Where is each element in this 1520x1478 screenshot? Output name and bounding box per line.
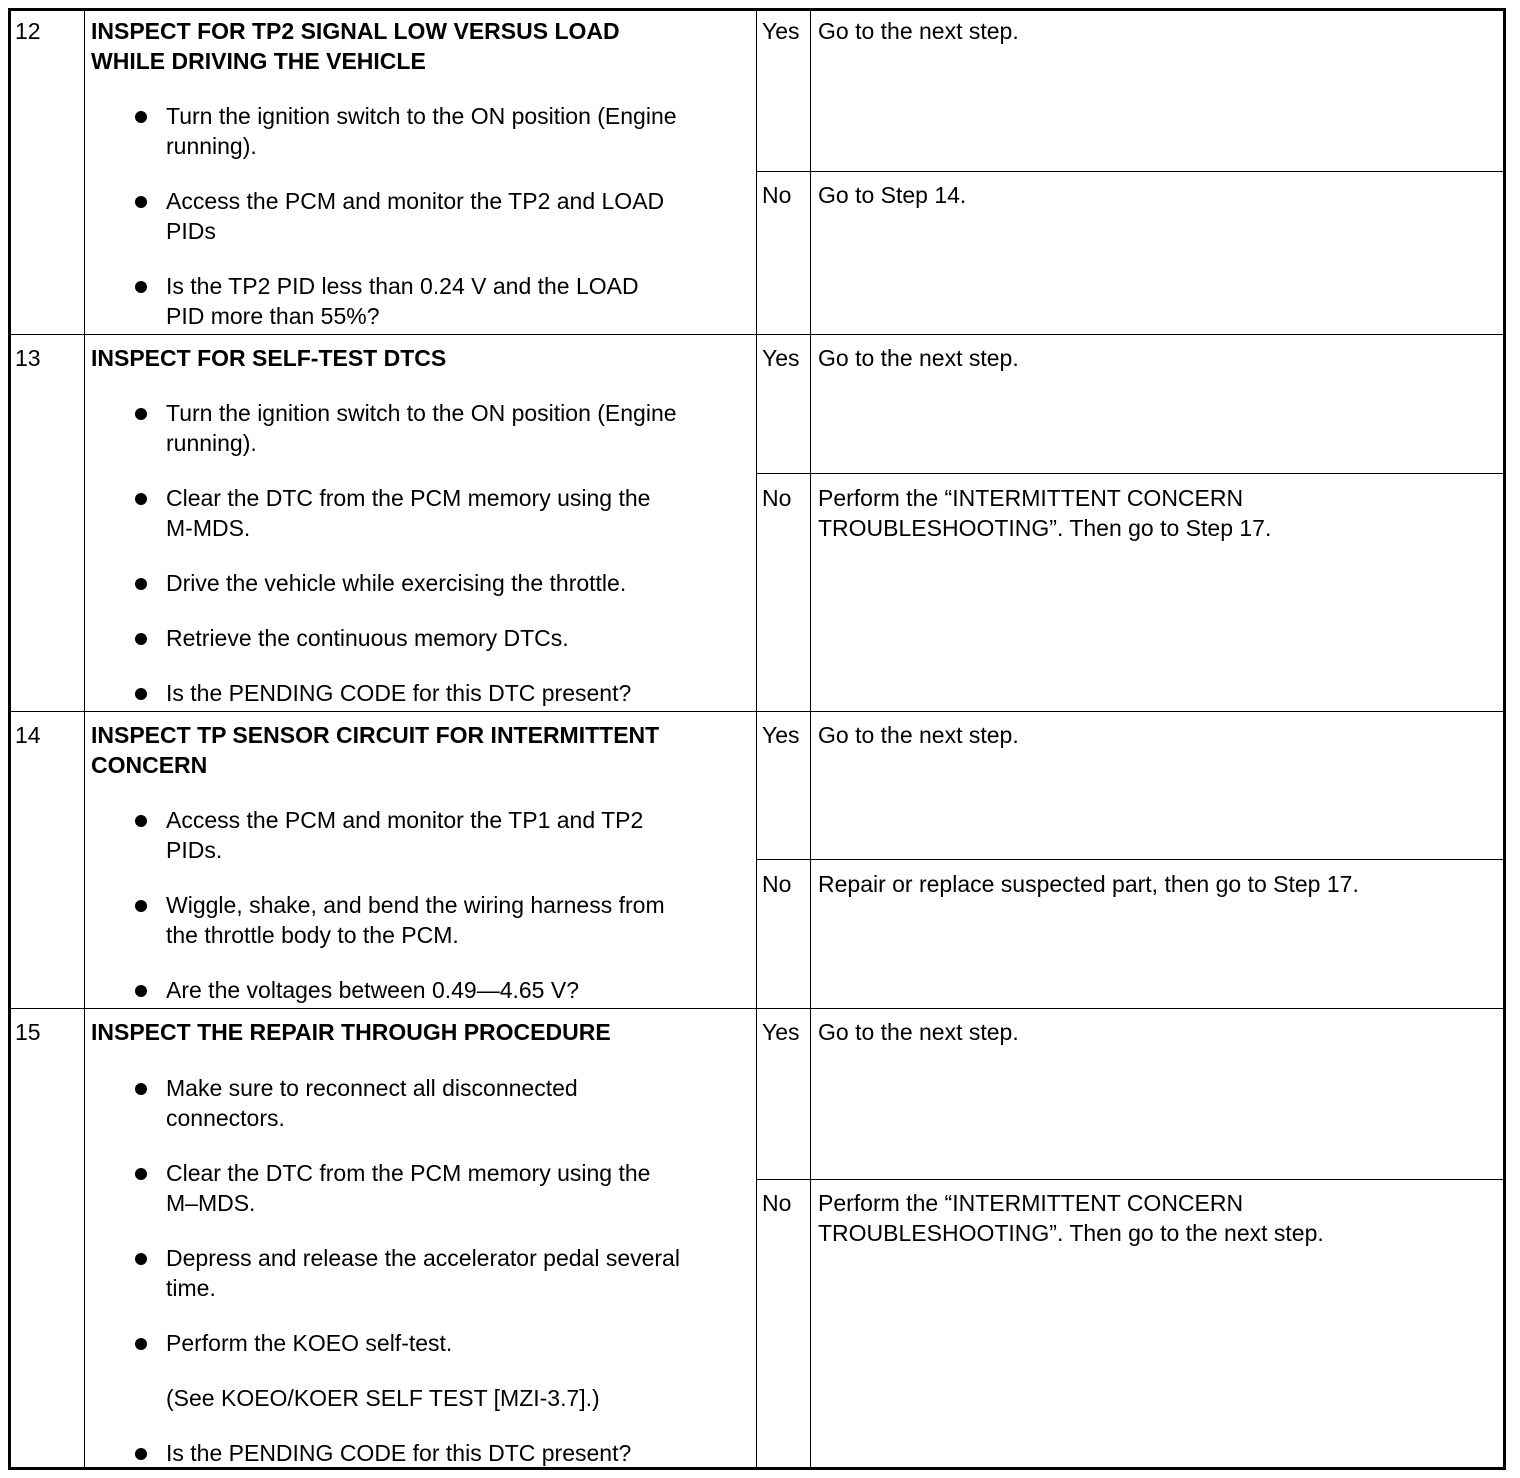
yes-action: Go to the next step. [818,1019,1019,1045]
bullet-text: Turn the ignition switch to the ON position (Engine [166,400,677,426]
bullet-text: Make sure to reconnect all disconnected [166,1075,578,1101]
procedure-table [8,8,1506,1470]
bullet-text: Is the PENDING CODE for this DTC present? [166,1440,632,1466]
reference-note: (See KOEO/KOER SELF TEST [MZI-3.7].) [166,1385,600,1411]
no-action: TROUBLESHOOTING”. Then go to the next step. [818,1220,1324,1246]
no-action: Perform the “INTERMITTENT CONCERN [818,485,1244,511]
bullet-icon [135,1168,147,1180]
yes-label: Yes [762,18,800,44]
bullet-text: Access the PCM and monitor the TP2 and LOAD [166,188,665,214]
row-divider [11,1008,1503,1009]
bullet-icon [135,815,147,827]
yes-no-divider [756,171,1503,172]
bullet-text: running). [166,133,257,159]
bullet-text: Wiggle, shake, and bend the wiring harness from [166,892,665,918]
bullet-icon [135,578,147,590]
yes-label: Yes [762,722,800,748]
no-action: TROUBLESHOOTING”. Then go to Step 17. [818,515,1272,541]
bullet-text: PIDs. [166,837,223,863]
yes-action: Go to the next step. [818,722,1019,748]
column-divider [84,11,85,1467]
bullet-icon [135,196,147,208]
bullet-text: PID more than 55%? [166,303,380,329]
yes-label: Yes [762,345,800,371]
bullet-icon [135,1338,147,1350]
row-divider [11,334,1503,335]
bullet-icon [135,493,147,505]
step-title-line: INSPECT THE REPAIR THROUGH PROCEDURE [91,1019,611,1045]
bullet-text: running). [166,430,257,456]
bullet-icon [135,408,147,420]
bullet-icon [135,1083,147,1095]
yes-no-divider [756,859,1503,860]
bullet-text: Drive the vehicle while exercising the throttle. [166,570,627,596]
bullet-icon [135,900,147,912]
bullet-text: Perform the KOEO self-test. [166,1330,453,1356]
row-divider [11,711,1503,712]
step-number: 13 [15,345,41,371]
bullet-text: Turn the ignition switch to the ON position (Engine [166,103,677,129]
step-number: 15 [15,1019,41,1045]
bullet-text: Are the voltages between 0.49—4.65 V? [166,977,580,1003]
bullet-text: time. [166,1275,216,1301]
yes-label: Yes [762,1019,800,1045]
no-label: No [762,485,792,511]
yes-no-divider [756,1179,1503,1180]
no-action: Perform the “INTERMITTENT CONCERN [818,1190,1244,1216]
step-title-line: CONCERN [91,752,208,778]
bullet-text: Depress and release the accelerator pedal several [166,1245,680,1271]
yes-no-divider [756,473,1503,474]
column-divider [756,11,757,1467]
bullet-text: PIDs [166,218,216,244]
yes-action: Go to the next step. [818,345,1019,371]
bullet-text: Retrieve the continuous memory DTCs. [166,625,569,651]
bullet-text: Access the PCM and monitor the TP1 and TP2 [166,807,644,833]
bullet-icon [135,985,147,997]
step-title-line: WHILE DRIVING THE VEHICLE [91,48,426,74]
step-title-line: INSPECT FOR SELF-TEST DTCS [91,345,447,371]
no-label: No [762,871,792,897]
bullet-text: Clear the DTC from the PCM memory using the [166,485,651,511]
yes-action: Go to the next step. [818,18,1019,44]
bullet-text: M-MDS. [166,515,251,541]
bullet-icon [135,1253,147,1265]
bullet-icon [135,688,147,700]
bullet-icon [135,633,147,645]
column-divider [810,11,811,1467]
bullet-text: M–MDS. [166,1190,256,1216]
no-label: No [762,182,792,208]
bullet-text: Clear the DTC from the PCM memory using the [166,1160,651,1186]
step-title-line: INSPECT TP SENSOR CIRCUIT FOR INTERMITTENT [91,722,660,748]
no-action: Repair or replace suspected part, then go to Step 17. [818,871,1359,897]
bullet-icon [135,1448,147,1460]
no-label: No [762,1190,792,1216]
bullet-icon [135,281,147,293]
no-action: Go to Step 14. [818,182,967,208]
bullet-text: Is the TP2 PID less than 0.24 V and the LOAD [166,273,639,299]
bullet-icon [135,111,147,123]
step-number: 12 [15,18,41,44]
step-number: 14 [15,722,41,748]
bullet-text: connectors. [166,1105,285,1131]
step-title-line: INSPECT FOR TP2 SIGNAL LOW VERSUS LOAD [91,18,620,44]
bullet-text: the throttle body to the PCM. [166,922,459,948]
bullet-text: Is the PENDING CODE for this DTC present? [166,680,632,706]
